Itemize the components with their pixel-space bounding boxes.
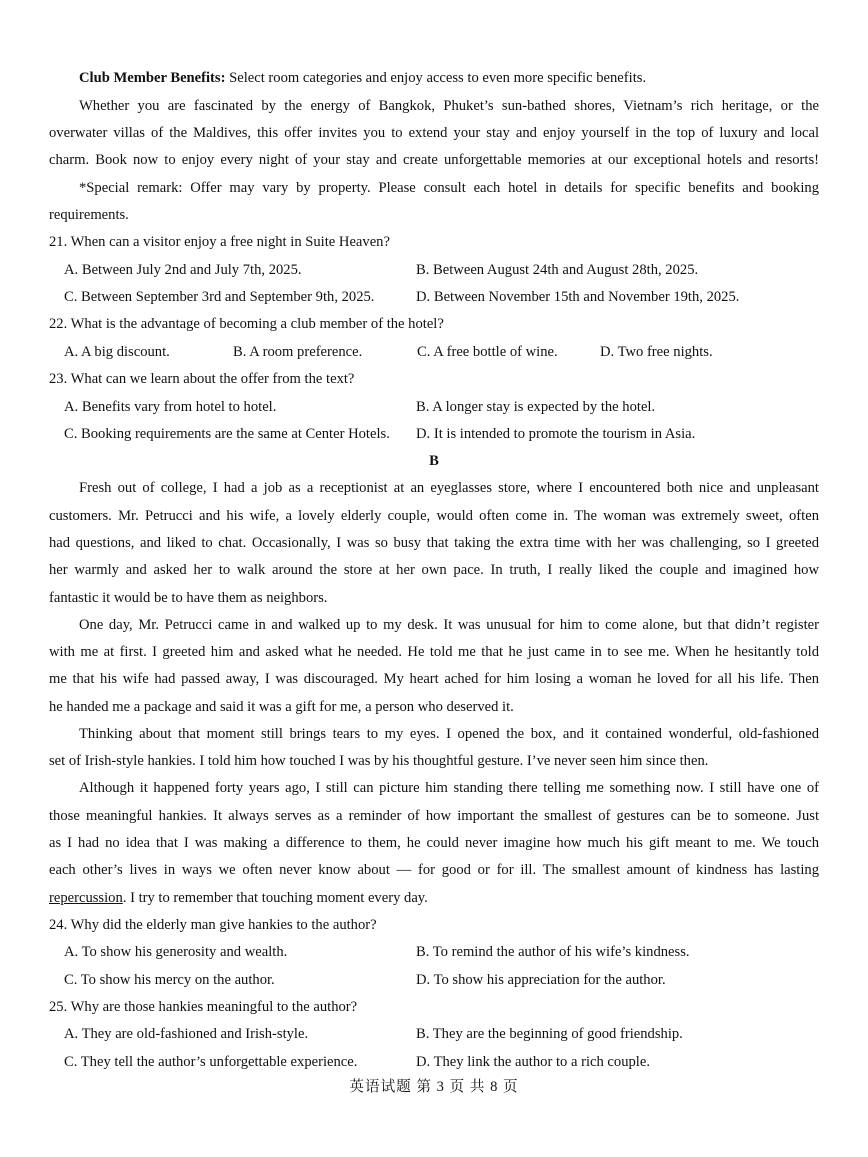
- story-para-3-line: set of Irish-style hankies. I told him how touched I was by his thoughtful gesture. I’ve never seen him since then.: [49, 753, 709, 769]
- q24-option-c: C. To show his mercy on the author.: [64, 972, 275, 988]
- story-para-2-line: he handed me a package and said it was a gift for me, a person who deserved it.: [49, 699, 514, 715]
- q24-option-b: B. To remind the author of his wife’s kindness.: [416, 944, 690, 960]
- special-remark-line: *Special remark: Offer may vary by property. Please consult each hotel in details for specific benefits and booking: [79, 180, 819, 196]
- question-24-stem: 24. Why did the elderly man give hankies to the author?: [49, 917, 377, 933]
- q21-option-c: C. Between September 3rd and September 9th, 2025.: [64, 289, 375, 305]
- club-benefits-text: Select room categories and enjoy access to even more specific benefits.: [225, 70, 647, 86]
- q23-option-b: B. A longer stay is expected by the hotel.: [416, 399, 656, 415]
- q23-option-a: A. Benefits vary from hotel to hotel.: [64, 399, 277, 415]
- offer-para-line: Whether you are fascinated by the energy of Bangkok, Phuket’s sun-bathed shores, Vietnam’s rich heritage, or the: [79, 98, 819, 114]
- q22-option-c: C. A free bottle of wine.: [417, 344, 558, 360]
- club-benefits-label: Club Member Benefits:: [79, 70, 226, 86]
- q22-option-b: B. A room preference.: [233, 344, 363, 360]
- section-b-heading: B: [429, 453, 439, 469]
- q21-option-d: D. Between November 15th and November 19th, 2025.: [416, 289, 740, 305]
- q25-option-a: A. They are old-fashioned and Irish-style.: [64, 1026, 309, 1042]
- q24-option-d: D. To show his appreciation for the author.: [416, 972, 666, 988]
- special-remark-line: requirements.: [49, 207, 129, 223]
- q23-option-c: C. Booking requirements are the same at Center Hotels.: [64, 426, 390, 442]
- q25-option-c: C. They tell the author’s unforgettable experience.: [64, 1054, 358, 1070]
- story-para-3-line: Thinking about that moment still brings tears to my eyes. I opened the box, and it contained wonderful, old-fashioned: [79, 726, 819, 742]
- story-para-2-line: me that his wife had passed away, I was discouraged. My heart ached for him losing a woman he loved for all his life. Then: [49, 671, 819, 687]
- q25-option-b: B. They are the beginning of good friendship.: [416, 1026, 683, 1042]
- offer-para-line: overwater villas of the Maldives, this offer invites you to extend your stay and enjoy yourself in the top of luxury and local: [49, 125, 819, 141]
- club-benefits-line: [79, 69, 646, 87]
- q23-option-d: D. It is intended to promote the tourism in Asia.: [416, 426, 696, 442]
- underlined-word: repercussion: [49, 890, 123, 906]
- q24-option-a: A. To show his generosity and wealth.: [64, 944, 288, 960]
- q25-option-d: D. They link the author to a rich couple.: [416, 1054, 650, 1070]
- page-footer: 英语试题 第 3 页 共 8 页: [349, 1079, 519, 1095]
- story-para-4-line: those meaningful hankies. It always serves as a reminder of how important the smallest of gestures can be to someone. Just: [49, 808, 819, 824]
- question-21-stem: 21. When can a visitor enjoy a free night in Suite Heaven?: [49, 234, 390, 250]
- story-para-4-last-text: . I try to remember that touching moment every day.: [122, 890, 428, 906]
- story-para-1-line: Fresh out of college, I had a job as a receptionist at an eyeglasses store, where I encountered both nice and unpleasant: [79, 480, 819, 496]
- story-para-4-line: each other’s lives in ways we often never know about — for good or for ill. The smallest amount of kindness has lasting: [49, 862, 819, 878]
- story-para-1-line: had questions, and liked to chat. Occasionally, I was so busy that taking the extra time with her was challenging, so I greeted: [49, 535, 819, 551]
- q22-option-a: A. A big discount.: [64, 344, 170, 360]
- story-para-2-line: with me at first. I greeted him and asked what he needed. He told me that he just came in to see me. When he hesitantly told: [49, 644, 819, 660]
- question-22-stem: 22. What is the advantage of becoming a club member of the hotel?: [49, 316, 444, 332]
- story-para-1-line: customers. Mr. Petrucci and his wife, a lovely elderly couple, would often come in. The woman was extremely sweet, often: [49, 508, 819, 524]
- question-25-stem: 25. Why are those hankies meaningful to the author?: [49, 999, 358, 1015]
- q22-option-d: D. Two free nights.: [600, 344, 713, 360]
- story-para-1-line: her warmly and asked her to walk around the store at her own pace. In truth, I really liked the couple and imagined how: [49, 562, 819, 578]
- story-para-4-last-line: [49, 889, 428, 907]
- q21-option-a: A. Between July 2nd and July 7th, 2025.: [64, 262, 302, 278]
- story-para-1-line: fantastic it would be to have them as neighbors.: [49, 590, 328, 606]
- story-para-4-line: Although it happened forty years ago, I still can picture him standing there telling me something now. I still have one of: [79, 780, 819, 796]
- story-para-4-line: as I had no idea that I was making a difference to them, he could never imagine how much his gift meant to me. We touch: [49, 835, 819, 851]
- question-23-stem: 23. What can we learn about the offer from the text?: [49, 371, 355, 387]
- story-para-2-line: One day, Mr. Petrucci came in and walked up to my desk. It was unusual for him to come alone, but that didn’t register: [79, 617, 819, 633]
- offer-para-line: charm. Book now to enjoy every night of your stay and create unforgettable memories at our exceptional hotels and resorts!: [49, 152, 819, 168]
- q21-option-b: B. Between August 24th and August 28th, 2025.: [416, 262, 699, 278]
